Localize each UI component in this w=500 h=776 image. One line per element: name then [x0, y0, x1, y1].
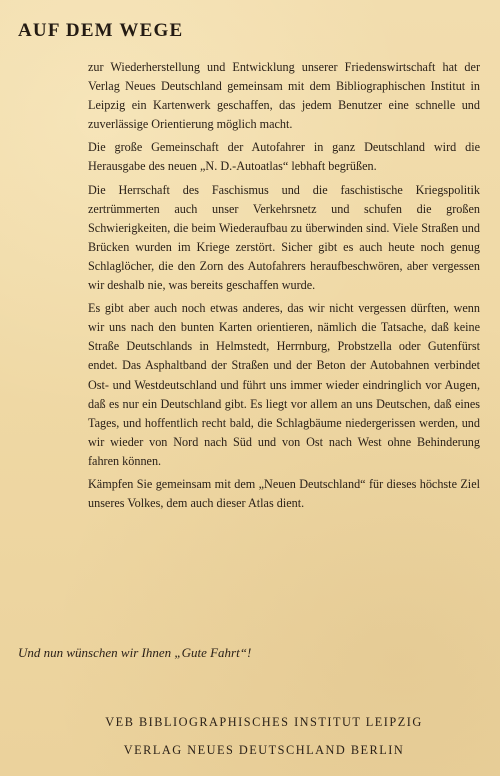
body-text: [88, 58, 480, 517]
publisher-block: [0, 708, 500, 764]
paragraph: Die große Gemeinschaft der Autofahrer in ganz Deutschland wird die Herausgabe des neuen „N. D.-Autoatlas“ lebhaft begrüßen.: [88, 140, 480, 174]
page-title: AUF DEM WEGE: [18, 20, 184, 41]
paragraph: Kämpfen Sie gemeinsam mit dem „Neuen Deutschland“ für dieses höchste Ziel unseres Volkes, dem auch dieser Atlas dient.: [88, 476, 480, 511]
publisher-line: VEB BIBLIOGRAPHISCHES INSTITUT LEIPZIG: [105, 715, 423, 729]
paragraph: Es gibt aber auch noch etwas anderes, das wir nicht vergessen dürften, wenn wir uns nach den bunten Karten orientieren, nämlich die Tatsache, daß keine Straße Deutschlands in Helmstedt, Herrnburg, Probstzella oder Gutenfürst endet. Das Asphaltband der Straßen und der Beton der Autobahnen verbindet Ost- und Westdeutschland und führt uns immer wieder eindringlich vor Augen, daß es nur ein Deutschland gibt. Es liegt vor allem an uns Deutschen, daß eines Tages, und hoffentlich recht bald, die Schlagbäume niedergerissen werden, und wir wieder von Nord nach Süd und von Ost nach West ohne Behinderung fahren können.: [88, 301, 480, 468]
closing-line: Und nun wünschen wir Ihnen „Gute Fahrt“!: [18, 645, 252, 660]
paragraph: zur Wiederherstellung und Entwicklung unserer Friedenswirtschaft hat der Verlag Neues Deutschland gemeinsam mit dem Bibliographischen Institut in Leipzig ein Kartenwerk geschaffen, das jedem Benutzer eine schnelle und zuverlässige Orientierung möglich macht.: [88, 60, 480, 132]
paragraph: Die Herrschaft des Faschismus und die faschistische Kriegspolitik zertrümmerten auch unser Verkehrsnetz und schufen die großen Schwierigkeiten, die beim Wiederaufbau zu überwinden sind. Viele Straßen und Brücken wurden im Kriege zerstört. Sicher gibt es auch heute noch genug Schlaglöcher, die den Zorn des Autofahrers heraufbeschwören, aber vergessen wir deshalb nie, was bereits geschaffen wurde.: [88, 182, 480, 293]
publisher-line: VERLAG NEUES DEUTSCHLAND BERLIN: [123, 743, 405, 757]
